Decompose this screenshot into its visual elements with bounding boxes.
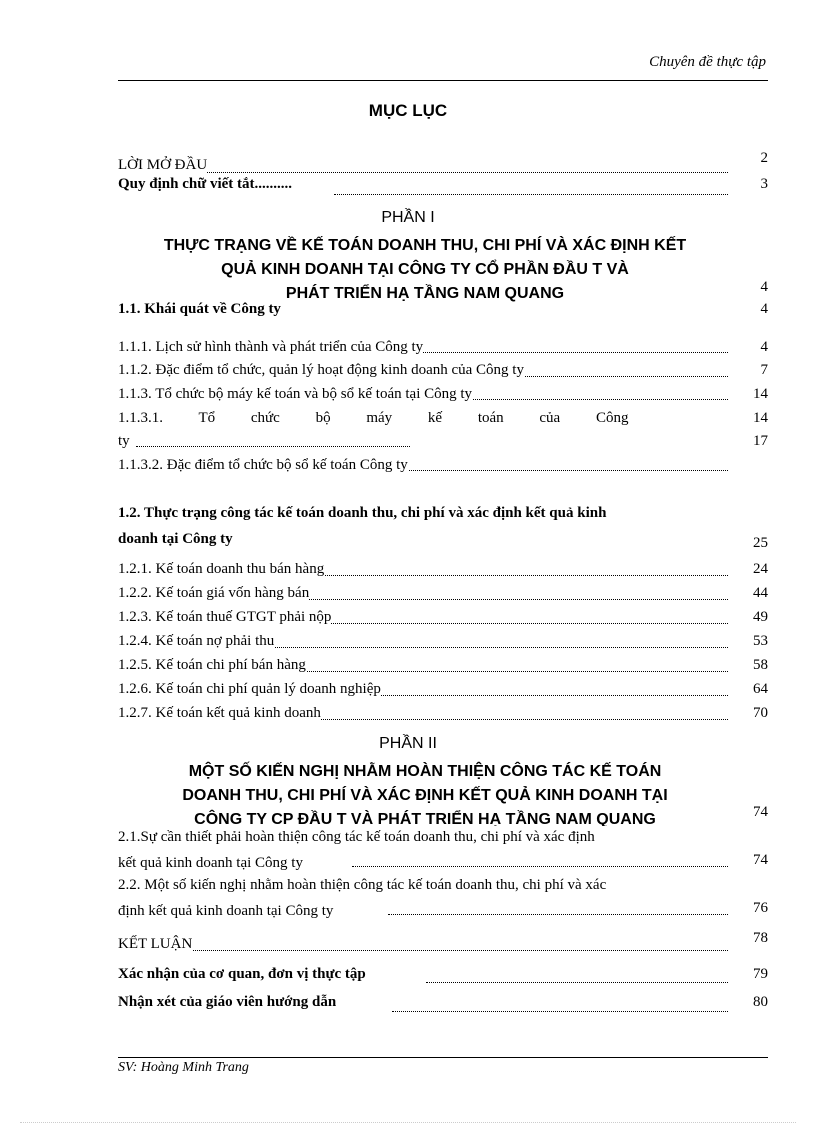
toc-page: 74 (753, 852, 768, 868)
toc-page: 78 (753, 930, 768, 946)
part-heading: PHẦN II (379, 735, 437, 752)
part-title: MỘT SỐ KIẾN NGHỊ NHẰM HOÀN THIỆN CÔNG TÁC KẾ TOÁN DOANH THU, CHI PHÍ VÀ XÁC ĐỊNH KẾT QUẢ KINH DOANH TẠI CÔNG TY CP ĐẦU T VÀ PHÁT TRIỂN HẠ TẦNG NAM QUANG (182, 763, 668, 826)
toc-entry: 1.2.4. Kế toán nợ phải thu (118, 633, 275, 649)
toc-entry: 1.2.2. Kế toán giá vốn hàng bán (118, 585, 310, 601)
toc-page: 7 (760, 362, 768, 378)
toc-page: 17 (753, 433, 768, 449)
toc-page: 14 (753, 410, 768, 426)
part-title: THỰC TRẠNG VỀ KẾ TOÁN DOANH THU, CHI PHÍ VÀ XÁC ĐỊNH KẾT QUẢ KINH DOANH TẠI CÔNG TY CỔ PHẦN ĐẦU T VÀ PHÁT TRIỂN HẠ TẦNG NAM QUANG (163, 237, 687, 302)
toc-page: 74 (753, 804, 768, 820)
toc-page: 44 (753, 585, 768, 601)
footer-rule (118, 1057, 768, 1058)
toc-page: 24 (753, 561, 768, 577)
toc-entry: 1.1.3.1. Tổ chức bộ máy kế toán của Công (118, 410, 629, 426)
toc-entry: 1.1.2. Đặc điểm tổ chức, quản lý hoạt động kinh doanh của Công ty (118, 362, 524, 378)
toc-page: 64 (753, 681, 768, 697)
running-header: Chuyên đề thực tập (649, 54, 766, 70)
toc-entry: 1.1.1. Lịch sử hình thành và phát triển của Công ty (118, 339, 424, 355)
toc-page: 4 (760, 339, 768, 355)
toc-entry: 1.2.1. Kế toán doanh thu bán hàng (118, 561, 325, 577)
toc-entry: 2.1.Sự cần thiết phải hoàn thiện công tác kế toán doanh thu, chi phí và xác định kết quả kinh doanh tại Công ty (118, 829, 595, 871)
toc-page: 76 (753, 900, 768, 916)
toc-entry: KẾT LUẬN (118, 936, 193, 952)
toc-page: 2 (760, 150, 768, 166)
toc-page: 58 (753, 657, 768, 673)
toc-page: 79 (753, 966, 768, 982)
footer-author: SV: Hoàng Minh Trang (118, 1060, 249, 1075)
toc-entry: 1.2.5. Kế toán chi phí bán hàng (118, 657, 306, 673)
toc-page: 80 (753, 994, 768, 1010)
toc-entry: LỜI MỞ ĐẦU (118, 157, 208, 173)
part-heading: PHẦN I (381, 209, 435, 226)
toc-entry: 1.2.7. Kế toán kết quả kinh doanh (118, 705, 321, 721)
toc-entry: 1.2.6. Kế toán chi phí quản lý doanh nghiệp (118, 681, 381, 697)
header-rule (118, 80, 768, 81)
toc-page: 25 (753, 535, 768, 551)
toc-page: 14 (753, 386, 768, 402)
toc-entry: 1.1.3.2. Đặc điểm tổ chức bộ sổ kế toán Công ty (118, 457, 408, 473)
toc-section: 1.1. Khái quát về Công ty (118, 301, 281, 317)
toc-entry: 1.2.3. Kế toán thuế GTGT phải nộp (118, 609, 332, 625)
toc-entry: 2.2. Một số kiến nghị nhằm hoàn thiện công tác kế toán doanh thu, chi phí và xác định kết quả kinh doanh tại Công ty (118, 877, 607, 919)
toc-entry: Nhận xét của giáo viên hướng dẫn (118, 994, 337, 1010)
toc-entry: Xác nhận của cơ quan, đơn vị thực tập (118, 966, 366, 982)
toc-page: 3 (760, 176, 768, 192)
toc-page: 70 (753, 705, 768, 721)
toc-page: 4 (760, 301, 768, 317)
page-title: MỤC LỤC (368, 101, 448, 120)
toc-page: 49 (753, 609, 768, 625)
toc-entry: Quy định chữ viết tắt.......... (118, 176, 293, 192)
toc-entry-cont: ty (118, 433, 130, 449)
toc-page: 4 (760, 279, 768, 295)
toc-section: 1.2. Thực trạng công tác kế toán doanh thu, chi phí và xác định kết quả kinh doanh tại Công ty (118, 505, 607, 547)
toc-page: 53 (753, 633, 768, 649)
toc-entry: 1.1.3. Tổ chức bộ máy kế toán và bộ sổ kế toán tại Công ty (118, 386, 473, 402)
